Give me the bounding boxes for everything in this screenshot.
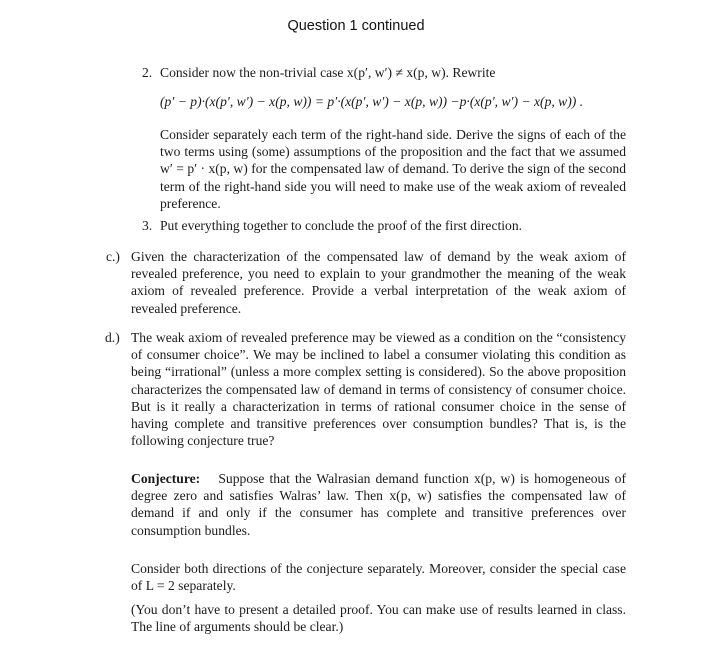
item-2-intro: Consider now the non-trivial case x(p′, w′) ≠ x(p, w). Rewrite [160, 65, 496, 80]
item-3-text: Put everything together to conclude the proof of the first direction. [160, 218, 523, 233]
conjecture-label: Conjecture: [131, 471, 201, 486]
item-2-equation: (p′ − p)·(x(p′, w′) − x(p, w)) = p′·(x(p′, w′) − x(p, w)) −p·(x(p′, w′) − x(p, w)) . [160, 94, 584, 109]
note-text: (You don’t have to present a detailed proof. You can make use of results learned in class. The line of arguments should be clear.) [131, 602, 626, 635]
part-c-label: c.) [106, 249, 120, 264]
conjecture-text: Suppose that the Walrasian demand function x(p, w) is homogeneous of degree zero and satisfies Walras’ law. Then x(p, w) satisfies the compensated law of demand if and only if the consumer has complete and transitive preferences over consumption bundles. [131, 471, 626, 538]
directions-text: Consider both directions of the conjecture separately. Moreover, consider the special case of L = 2 separately. [131, 561, 626, 594]
item-2-body: Consider separately each term of the right-hand side. Derive the signs of each of the two terms using (some) assumptions of the proposition and the fact that we assumed w′ = p′ · x(p, w) for the compensated law of demand. To derive the sign of the second term of the right-hand side you will need to make use of the weak axiom of revealed preference. [160, 127, 626, 211]
part-c-text: Given the characterization of the compensated law of demand by the weak axiom of revealed preference, you need to explain to your grandmother the meaning of the weak axiom of revealed preference. Provide a verbal interpretation of the weak axiom of revealed preference. [131, 249, 626, 316]
item-2-number: 2. [142, 65, 153, 80]
item-3-number: 3. [142, 218, 153, 233]
page-header: Question 1 continued [287, 18, 425, 34]
part-d-text: The weak axiom of revealed preference may be viewed as a condition on the “consistency of consumer choice”. We may be inclined to label a consumer violating this condition as being “irrational” (unless a more complex setting is considered). So the above proposition characterizes the compensated law of demand in terms of consistency of consumer choice. But is it really a characterization in terms of rational consumer choice in the sense of having complete and transitive preferences over consumption bundles? That is, is the following conjecture true? [131, 330, 626, 449]
part-d-label: d.) [105, 330, 120, 345]
conjecture-block [131, 470, 626, 539]
